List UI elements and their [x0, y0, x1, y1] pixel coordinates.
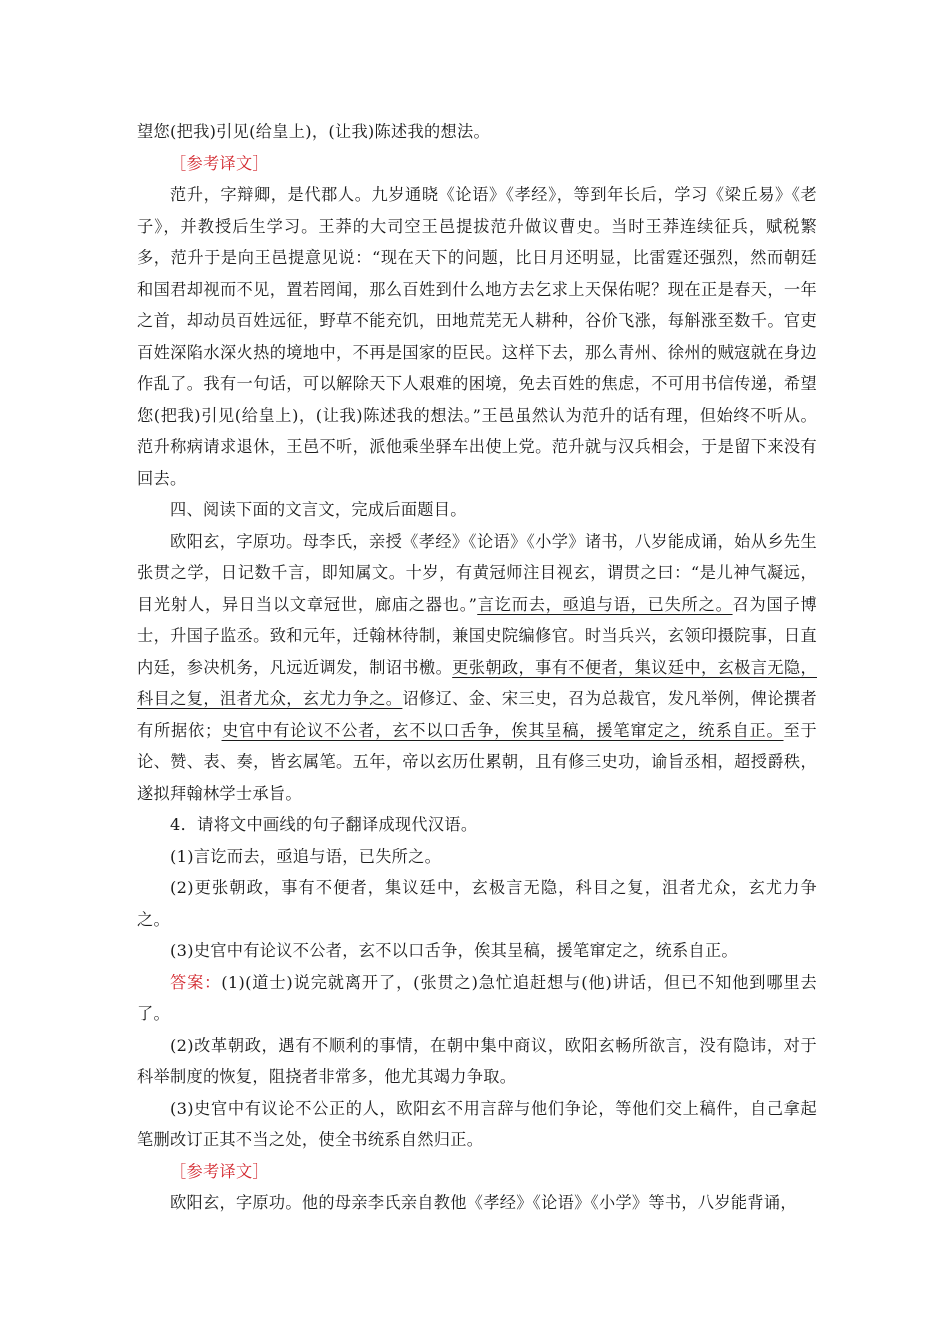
- reference-translation-label-2: ［参考译文］: [170, 1161, 269, 1181]
- answer-2: (2)改革朝政，遇有不顺利的事情，在朝中集中商议，欧阳玄畅所欲言，没有隐讳，对于科举制度的恢复，阻挠者非常多，他尤其竭力争取。: [137, 1035, 817, 1086]
- sub-question-2: (2)更张朝政，事有不便者，集议廷中，玄极言无隐，科目之复，沮者尤众，玄尤力争之。: [137, 878, 817, 929]
- answer-1-text: (1)(道士)说完就离开了，(张贯之)急忙追赶想与(他)讲话，但已不知他到哪里去了。: [137, 972, 817, 1023]
- reference-translation-paragraph-2: 欧阳玄，字原功。他的母亲李氏亲自教他《孝经》《论语》《小学》等书，八岁能背诵，: [170, 1193, 797, 1212]
- underlined-sentence-2: 更张朝政，事有不便者，集议廷中，玄极言无隐，科目之复，沮者尤众，玄尤力争之。: [137, 657, 817, 708]
- reference-translation-paragraph: 范升，字辩卿，是代郡人。九岁通晓《论语》《孝经》，等到年长后，学习《梁丘易》《老子》，并教授后生学习。王莽的大司空王邑提拔范升做议曹史。当时王莽连续征兵，赋税繁多，范升于是向王邑提意见说：“现在天下的问题，比日月还明显，比雷霆还强烈，然而朝廷和国君却视而不见，置若罔闻，那么百姓到什么地方去乞求上天保佑呢？现在正是春天，一年之首，却动员百姓远征，野草不能充饥，田地荒芜无人耕种，谷价飞涨，每斛涨至数千。官吏百姓深陷水深火热的境地中，不再是国家的臣民。这样下去，那么青州、徐州的贼寇就在身边作乱了。我有一句话，可以解除天下人艰难的困境，免去百姓的焦虑，不可用书信传递，希望您(把我)引见(给皇上)，(让我)陈述我的想法。”王邑虽然认为范升的话有理，但始终不听从。范升称病请求退休，王邑不听，派他乘坐驿车出使上党。范升就与汉兵相会，于是留下来没有回去。: [137, 185, 817, 488]
- answer-3: (3)史官中有议论不公正的人，欧阳玄不用言辞与他们争论，等他们交上稿件，自己拿起笔删改订正其不当之处，使全书统系自然归正。: [137, 1098, 817, 1149]
- sub-question-3: (3)史官中有论议不公者，玄不以口舌争，俟其呈稿，援笔窜定之，统系自正。: [170, 941, 738, 960]
- reference-translation-label: ［参考译文］: [170, 153, 269, 173]
- page-content: [137, 116, 817, 1219]
- passage-text-4: 至于论、赞、表、奏，皆玄属笔。五年，帝以玄历仕累朝，且有修三史功，谕旨丞相，超授爵秩，遂拟拜翰林学士承旨。: [137, 720, 818, 803]
- section-four-heading: 四、阅读下面的文言文，完成后面题目。: [170, 500, 467, 519]
- passage-text-2: 召为国子博士，升国子监丞。致和元年，迁翰林待制，兼国史院编修官。时当兵兴，玄领印摄院事，日直内廷，参决机务，凡远近调发，制诏书檄。: [137, 594, 818, 677]
- classical-passage: [137, 526, 817, 810]
- answer-1: [137, 967, 817, 1030]
- continued-line: 望您(把我)引见(给皇上)，(让我)陈述我的想法。: [137, 122, 490, 141]
- sub-question-1: (1)言讫而去，亟追与语，已失所之。: [170, 846, 442, 866]
- answer-label: 答案：: [170, 972, 222, 992]
- underlined-sentence-1: 言讫而去，亟追与语，已失所之。: [477, 594, 733, 614]
- passage-text-3: 诏修辽、金、宋三史，召为总裁官，发凡举例，俾论撰者有所据依；: [137, 689, 817, 740]
- passage-text-1: 欧阳玄，字原功。母李氏，亲授《孝经》《论语》《小学》诸书，八岁能成诵，始从乡先生张贯之学，日记数千言，即知属文。十岁，有黄冠师注目视玄，谓贯之曰：“是儿神气凝远，目光射人，异日当以文章冠世，廊庙之器也。”: [137, 531, 817, 614]
- underlined-sentence-3: 史官中有论议不公者，玄不以口舌争，俟其呈稿，援笔窜定之，统系自正。: [221, 720, 784, 740]
- question-4: 4．请将文中画线的句子翻译成现代汉语。: [170, 815, 478, 834]
